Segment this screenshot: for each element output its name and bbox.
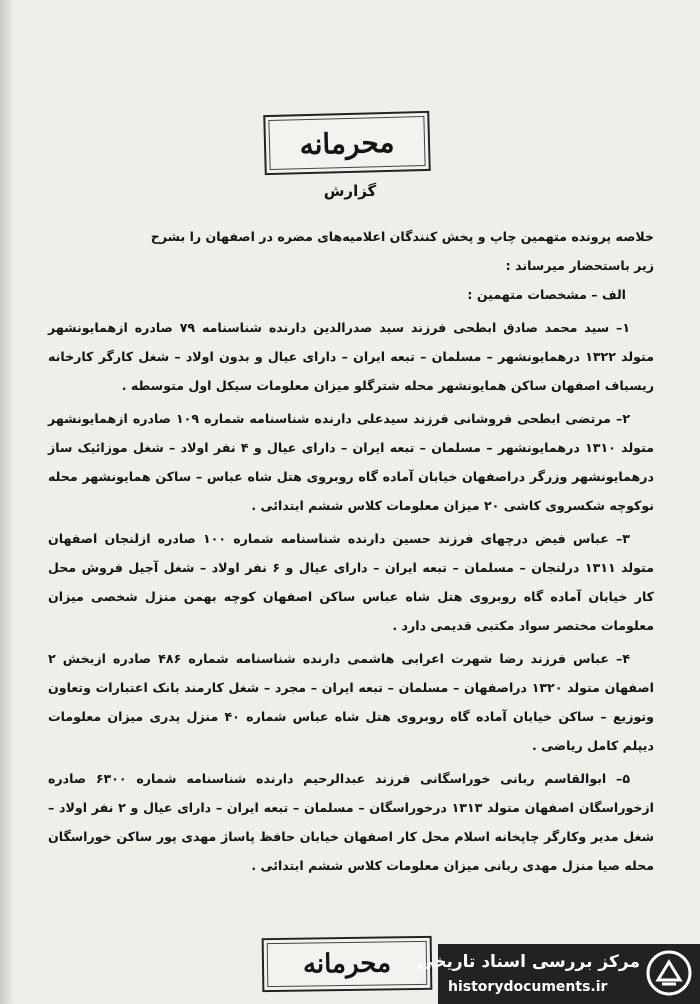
confidential-stamp-bottom [262,936,433,992]
report-title: گزارش [323,182,377,200]
archive-url: historydocuments.ir [448,979,608,995]
archive-name: مرکز بررسی اسناد تاریخی [417,952,640,972]
intro-line-2: زیر باستحضار میرساند : [505,258,654,273]
report-body [48,222,654,880]
suspect-3-paragraph: ۳– عباس فیض درچهای فرزند حسین دارنده شناسنامه شماره ۱۰۰ صادره ازلنجان اصفهان متولد ۱۳۱۱ درلنجان – مسلمان – تبعه ایران – دارای عیال و ۶ نفر اولاد – شغل آجیل فروش محل کار خیابان آماده گاه روبروی هتل شاه عباس ساکن اصفهان کوچه بهمن منزل شخصی میزان معلومات مختصر سواد مکتبی قدیمی دارد . [48,531,654,633]
suspect-5-paragraph: ۵– ابوالقاسم ربانی خوراسگانی فرزند عبدالرحیم دارنده شناسنامه شماره ۶۳۰۰ صادره ازخوراسگان اصفهان متولد ۱۳۱۳ درخوراسگان – مسلمان – تبعه ایران – دارای عیال و ۲ نفر اولاد – شغل مدیر وکارگر چاپخانه اسلام محل کار اصفهان خیابان حافظ پاساژ مهدی پور ساکن خوراسگان محله صیا منزل مهدی ربانی میزان معلومات کلاس ششم ابتدائی . [48,771,655,873]
stamp-text: محرمانه [299,125,395,161]
scan-edge-shadow [0,0,14,1004]
suspect-4-paragraph: ۴– عباس فرزند رضا شهرت اعرابی هاشمی دارنده شناسنامه شماره ۴۸۶ صادره ازبخش ۲ اصفهان متولد ۱۳۲۰ دراصفهان – مسلمان – تبعه ایران – مجرد – شغل کارمند بانک اعتبارات وتعاون وتوزیع – ساکن خیابان آماده گاه روبروی هتل شاه عباس شماره ۴۰ منزل پدری میزان معلومات دیپلم کامل ریاضی . [48,651,654,753]
confidential-stamp-top [263,111,431,175]
archive-logo-icon [646,950,692,996]
archive-watermark [417,944,700,1004]
stamp-text: محرمانه [302,948,392,980]
section-heading: الف – مشخصات متهمین : [467,287,626,302]
suspect-2-paragraph: ۲– مرتضی ابطحی فروشانی فرزند سیدعلی دارنده شناسنامه شماره ۱۰۹ صادره ازهمایونشهر متولد ۱۳۱۰ درهمایونشهر – مسلمان – تبعه ایران – دارای عیال و ۴ نفر اولاد – شغل موزائیک ساز درهمایونشهر وزرگر دراصفهان خیابان آماده گاه روبروی هتل شاه عباس – ساکن همایونشهر محله نوکوچه شکسروی کاشی ۲۰ میزان معلومات کلاس ششم ابتدائی . [48,411,655,513]
suspect-1-paragraph: ۱– سید محمد صادق ابطحی فرزند سید صدرالدین دارنده شناسنامه ۷۹ صادره ازهمایونشهر متولد ۱۳۲۲ درهمایونشهر – مسلمان – تبعه ایران – دارای عیال و بدون اولاد – شغل کارگر کارخانه ریسباف اصفهان ساکن همایونشهر محله شترگلو میزان معلومات سیکل اول متوسطه . [48,320,654,393]
intro-line-1: خلاصه پرونده متهمین چاپ و پخش کنندگان اعلامیه‌های مضره در اصفهان را بشرح [150,229,654,244]
